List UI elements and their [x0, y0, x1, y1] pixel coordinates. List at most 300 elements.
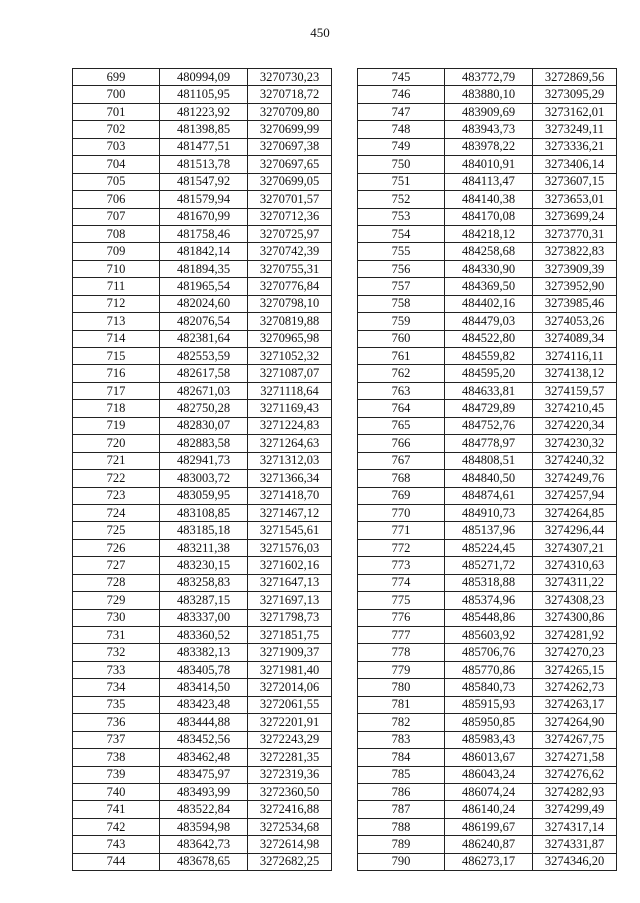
y-coordinate-cell: 3270701,57 — [248, 191, 332, 208]
table-row — [73, 121, 332, 138]
y-coordinate-cell: 3270742,39 — [248, 243, 332, 260]
x-coordinate-cell: 483678,65 — [160, 853, 248, 870]
point-number-cell: 711 — [73, 278, 160, 295]
x-coordinate-cell: 484010,91 — [445, 156, 533, 173]
table-row — [73, 382, 332, 399]
table-row — [73, 644, 332, 661]
x-coordinate-cell: 483230,15 — [160, 557, 248, 574]
y-coordinate-cell: 3274220,34 — [533, 417, 617, 434]
point-number-cell: 756 — [358, 260, 445, 277]
x-coordinate-cell: 484729,89 — [445, 400, 533, 417]
table-row — [358, 103, 617, 120]
point-number-cell: 764 — [358, 400, 445, 417]
point-number-cell: 716 — [73, 365, 160, 382]
x-coordinate-cell: 481477,51 — [160, 138, 248, 155]
table-row — [358, 348, 617, 365]
point-number-cell: 788 — [358, 818, 445, 835]
point-number-cell: 717 — [73, 382, 160, 399]
table-row — [358, 539, 617, 556]
table-row — [73, 592, 332, 609]
x-coordinate-cell: 484479,03 — [445, 313, 533, 330]
point-number-cell: 747 — [358, 103, 445, 120]
y-coordinate-cell: 3271118,64 — [248, 382, 332, 399]
y-coordinate-cell: 3274281,92 — [533, 627, 617, 644]
point-number-cell: 772 — [358, 539, 445, 556]
table-row — [358, 278, 617, 295]
y-coordinate-cell: 3270699,05 — [248, 173, 332, 190]
x-coordinate-cell: 485318,88 — [445, 574, 533, 591]
point-number-cell: 699 — [73, 69, 160, 86]
table-row — [73, 557, 332, 574]
y-coordinate-cell: 3274307,21 — [533, 539, 617, 556]
table-row — [358, 836, 617, 853]
point-number-cell: 704 — [73, 156, 160, 173]
point-number-cell: 720 — [73, 435, 160, 452]
y-coordinate-cell: 3274271,58 — [533, 749, 617, 766]
table-row — [358, 417, 617, 434]
table-row — [358, 592, 617, 609]
table-row — [358, 260, 617, 277]
table-row — [73, 295, 332, 312]
table-row — [358, 452, 617, 469]
table-row — [358, 522, 617, 539]
x-coordinate-cell: 481965,54 — [160, 278, 248, 295]
point-number-cell: 778 — [358, 644, 445, 661]
x-coordinate-cell: 484840,50 — [445, 470, 533, 487]
point-number-cell: 726 — [73, 539, 160, 556]
y-coordinate-cell: 3274116,11 — [533, 348, 617, 365]
table-row — [73, 243, 332, 260]
y-coordinate-cell: 3274300,86 — [533, 609, 617, 626]
table-row — [358, 156, 617, 173]
y-coordinate-cell: 3271909,37 — [248, 644, 332, 661]
y-coordinate-cell: 3274263,17 — [533, 696, 617, 713]
x-coordinate-cell: 485271,72 — [445, 557, 533, 574]
point-number-cell: 742 — [73, 818, 160, 835]
x-coordinate-cell: 481398,85 — [160, 121, 248, 138]
x-coordinate-cell: 483642,73 — [160, 836, 248, 853]
table-row — [73, 69, 332, 86]
x-coordinate-cell: 486199,67 — [445, 818, 533, 835]
y-coordinate-cell: 3274249,76 — [533, 470, 617, 487]
table-row — [358, 400, 617, 417]
point-number-cell: 753 — [358, 208, 445, 225]
x-coordinate-cell: 483423,48 — [160, 696, 248, 713]
page-number: 450 — [310, 25, 330, 40]
table-row — [358, 696, 617, 713]
x-coordinate-cell: 484140,38 — [445, 191, 533, 208]
x-coordinate-cell: 483405,78 — [160, 661, 248, 678]
y-coordinate-cell: 3272416,88 — [248, 801, 332, 818]
table-row — [358, 435, 617, 452]
point-number-cell: 751 — [358, 173, 445, 190]
table-row — [73, 504, 332, 521]
table-row — [73, 173, 332, 190]
x-coordinate-cell: 484874,61 — [445, 487, 533, 504]
x-coordinate-cell: 485950,85 — [445, 714, 533, 731]
table-row — [73, 191, 332, 208]
y-coordinate-cell: 3271697,13 — [248, 592, 332, 609]
table-row — [73, 766, 332, 783]
point-number-cell: 787 — [358, 801, 445, 818]
y-coordinate-cell: 3273909,39 — [533, 260, 617, 277]
table-row — [358, 470, 617, 487]
x-coordinate-cell: 485770,86 — [445, 661, 533, 678]
x-coordinate-cell: 481547,92 — [160, 173, 248, 190]
y-coordinate-cell: 3274311,22 — [533, 574, 617, 591]
y-coordinate-cell: 3274299,49 — [533, 801, 617, 818]
point-number-cell: 777 — [358, 627, 445, 644]
x-coordinate-cell: 485840,73 — [445, 679, 533, 696]
x-coordinate-cell: 483211,38 — [160, 539, 248, 556]
y-coordinate-cell: 3272243,29 — [248, 731, 332, 748]
table-row — [358, 69, 617, 86]
point-number-cell: 789 — [358, 836, 445, 853]
point-number-cell: 713 — [73, 313, 160, 330]
y-coordinate-cell: 3274240,32 — [533, 452, 617, 469]
table-row — [358, 173, 617, 190]
y-coordinate-cell: 3271224,83 — [248, 417, 332, 434]
point-number-cell: 773 — [358, 557, 445, 574]
x-coordinate-cell: 485137,96 — [445, 522, 533, 539]
table-row — [358, 766, 617, 783]
point-number-cell: 748 — [358, 121, 445, 138]
point-number-cell: 750 — [358, 156, 445, 173]
table-row — [358, 644, 617, 661]
y-coordinate-cell: 3271981,40 — [248, 661, 332, 678]
table-row — [73, 714, 332, 731]
point-number-cell: 780 — [358, 679, 445, 696]
table-row — [73, 853, 332, 870]
table-row — [73, 731, 332, 748]
x-coordinate-cell: 484808,51 — [445, 452, 533, 469]
table-row — [73, 400, 332, 417]
x-coordinate-cell: 486273,17 — [445, 853, 533, 870]
x-coordinate-cell: 484778,97 — [445, 435, 533, 452]
x-coordinate-cell: 483108,85 — [160, 504, 248, 521]
x-coordinate-cell: 486043,24 — [445, 766, 533, 783]
y-coordinate-cell: 3272614,98 — [248, 836, 332, 853]
point-number-cell: 770 — [358, 504, 445, 521]
table-row — [73, 417, 332, 434]
point-number-cell: 739 — [73, 766, 160, 783]
point-number-cell: 746 — [358, 86, 445, 103]
y-coordinate-cell: 3274317,14 — [533, 818, 617, 835]
table-row — [73, 574, 332, 591]
x-coordinate-cell: 482381,64 — [160, 330, 248, 347]
point-number-cell: 719 — [73, 417, 160, 434]
x-coordinate-cell: 483382,13 — [160, 644, 248, 661]
y-coordinate-cell: 3272682,25 — [248, 853, 332, 870]
point-number-cell: 779 — [358, 661, 445, 678]
point-number-cell: 745 — [358, 69, 445, 86]
y-coordinate-cell: 3271602,16 — [248, 557, 332, 574]
x-coordinate-cell: 483059,95 — [160, 487, 248, 504]
x-coordinate-cell: 486240,87 — [445, 836, 533, 853]
y-coordinate-cell: 3274053,26 — [533, 313, 617, 330]
x-coordinate-cell: 483287,15 — [160, 592, 248, 609]
x-coordinate-cell: 484330,90 — [445, 260, 533, 277]
y-coordinate-cell: 3274331,87 — [533, 836, 617, 853]
x-coordinate-cell: 482750,28 — [160, 400, 248, 417]
x-coordinate-cell: 481223,92 — [160, 103, 248, 120]
point-number-cell: 782 — [358, 714, 445, 731]
table-row — [73, 679, 332, 696]
y-coordinate-cell: 3270725,97 — [248, 225, 332, 242]
y-coordinate-cell: 3272869,56 — [533, 69, 617, 86]
y-coordinate-cell: 3274282,93 — [533, 783, 617, 800]
y-coordinate-cell: 3273822,83 — [533, 243, 617, 260]
table-row — [73, 696, 332, 713]
x-coordinate-cell: 485706,76 — [445, 644, 533, 661]
x-coordinate-cell: 485915,93 — [445, 696, 533, 713]
table-row — [358, 818, 617, 835]
x-coordinate-cell: 484522,80 — [445, 330, 533, 347]
point-number-cell: 735 — [73, 696, 160, 713]
table-row — [73, 452, 332, 469]
point-number-cell: 725 — [73, 522, 160, 539]
table-row — [358, 365, 617, 382]
x-coordinate-cell: 484258,68 — [445, 243, 533, 260]
x-coordinate-cell: 486013,67 — [445, 749, 533, 766]
y-coordinate-cell: 3273095,29 — [533, 86, 617, 103]
y-coordinate-cell: 3274159,57 — [533, 382, 617, 399]
x-coordinate-cell: 481670,99 — [160, 208, 248, 225]
y-coordinate-cell: 3273770,31 — [533, 225, 617, 242]
table-row — [358, 487, 617, 504]
table-row — [358, 330, 617, 347]
x-coordinate-cell: 483772,79 — [445, 69, 533, 86]
y-coordinate-cell: 3270965,98 — [248, 330, 332, 347]
y-coordinate-cell: 3273985,46 — [533, 295, 617, 312]
table-row — [358, 243, 617, 260]
x-coordinate-cell: 481579,94 — [160, 191, 248, 208]
x-coordinate-cell: 483475,97 — [160, 766, 248, 783]
x-coordinate-cell: 481105,95 — [160, 86, 248, 103]
point-number-cell: 721 — [73, 452, 160, 469]
y-coordinate-cell: 3270755,31 — [248, 260, 332, 277]
point-number-cell: 703 — [73, 138, 160, 155]
y-coordinate-cell: 3271467,12 — [248, 504, 332, 521]
table-row — [73, 225, 332, 242]
table-row — [358, 853, 617, 870]
y-coordinate-cell: 3273336,21 — [533, 138, 617, 155]
y-coordinate-cell: 3272061,55 — [248, 696, 332, 713]
y-coordinate-cell: 3271366,34 — [248, 470, 332, 487]
x-coordinate-cell: 484559,82 — [445, 348, 533, 365]
y-coordinate-cell: 3272014,06 — [248, 679, 332, 696]
x-coordinate-cell: 484910,73 — [445, 504, 533, 521]
point-number-cell: 759 — [358, 313, 445, 330]
table-row — [358, 801, 617, 818]
point-number-cell: 741 — [73, 801, 160, 818]
y-coordinate-cell: 3272360,50 — [248, 783, 332, 800]
table-row — [73, 365, 332, 382]
point-number-cell: 724 — [73, 504, 160, 521]
table-row — [73, 330, 332, 347]
x-coordinate-cell: 481894,35 — [160, 260, 248, 277]
table-row — [73, 313, 332, 330]
y-coordinate-cell: 3274310,63 — [533, 557, 617, 574]
point-number-cell: 783 — [358, 731, 445, 748]
table-row — [73, 470, 332, 487]
point-number-cell: 743 — [73, 836, 160, 853]
y-coordinate-cell: 3274346,20 — [533, 853, 617, 870]
table-row — [358, 574, 617, 591]
table-row — [358, 138, 617, 155]
y-coordinate-cell: 3274265,15 — [533, 661, 617, 678]
table-row — [358, 208, 617, 225]
y-coordinate-cell: 3272534,68 — [248, 818, 332, 835]
point-number-cell: 785 — [358, 766, 445, 783]
y-coordinate-cell: 3271052,32 — [248, 348, 332, 365]
x-coordinate-cell: 483594,98 — [160, 818, 248, 835]
table-row — [73, 278, 332, 295]
y-coordinate-cell: 3274264,85 — [533, 504, 617, 521]
table-row — [73, 138, 332, 155]
point-number-cell: 754 — [358, 225, 445, 242]
x-coordinate-cell: 486140,24 — [445, 801, 533, 818]
x-coordinate-cell: 484595,20 — [445, 365, 533, 382]
point-number-cell: 752 — [358, 191, 445, 208]
x-coordinate-cell: 483003,72 — [160, 470, 248, 487]
point-number-cell: 729 — [73, 592, 160, 609]
y-coordinate-cell: 3270776,84 — [248, 278, 332, 295]
y-coordinate-cell: 3274257,94 — [533, 487, 617, 504]
x-coordinate-cell: 483452,56 — [160, 731, 248, 748]
y-coordinate-cell: 3270712,36 — [248, 208, 332, 225]
point-number-cell: 734 — [73, 679, 160, 696]
point-number-cell: 707 — [73, 208, 160, 225]
point-number-cell: 730 — [73, 609, 160, 626]
table-row — [73, 836, 332, 853]
y-coordinate-cell: 3270709,80 — [248, 103, 332, 120]
y-coordinate-cell: 3272319,36 — [248, 766, 332, 783]
table-row — [73, 435, 332, 452]
x-coordinate-cell: 484633,81 — [445, 382, 533, 399]
x-coordinate-cell: 484402,16 — [445, 295, 533, 312]
x-coordinate-cell: 482883,58 — [160, 435, 248, 452]
x-coordinate-cell: 483522,84 — [160, 801, 248, 818]
y-coordinate-cell: 3270697,38 — [248, 138, 332, 155]
point-number-cell: 765 — [358, 417, 445, 434]
x-coordinate-cell: 481513,78 — [160, 156, 248, 173]
table-row — [358, 191, 617, 208]
y-coordinate-cell: 3274264,90 — [533, 714, 617, 731]
point-number-cell: 761 — [358, 348, 445, 365]
table-row — [73, 208, 332, 225]
point-number-cell: 775 — [358, 592, 445, 609]
point-number-cell: 790 — [358, 853, 445, 870]
y-coordinate-cell: 3270699,99 — [248, 121, 332, 138]
table-row — [73, 348, 332, 365]
point-number-cell: 755 — [358, 243, 445, 260]
x-coordinate-cell: 483978,22 — [445, 138, 533, 155]
point-number-cell: 718 — [73, 400, 160, 417]
point-number-cell: 786 — [358, 783, 445, 800]
point-number-cell: 781 — [358, 696, 445, 713]
y-coordinate-cell: 3272201,91 — [248, 714, 332, 731]
y-coordinate-cell: 3270730,23 — [248, 69, 332, 86]
table-row — [73, 801, 332, 818]
point-number-cell: 714 — [73, 330, 160, 347]
y-coordinate-cell: 3274089,34 — [533, 330, 617, 347]
point-number-cell: 736 — [73, 714, 160, 731]
coordinates-table-left — [72, 68, 332, 871]
table-row — [358, 783, 617, 800]
table-row — [73, 661, 332, 678]
y-coordinate-cell: 3274270,23 — [533, 644, 617, 661]
x-coordinate-cell: 485983,43 — [445, 731, 533, 748]
x-coordinate-cell: 484170,08 — [445, 208, 533, 225]
point-number-cell: 710 — [73, 260, 160, 277]
x-coordinate-cell: 485448,86 — [445, 609, 533, 626]
x-coordinate-cell: 482024,60 — [160, 295, 248, 312]
point-number-cell: 769 — [358, 487, 445, 504]
x-coordinate-cell: 483909,69 — [445, 103, 533, 120]
y-coordinate-cell: 3274138,12 — [533, 365, 617, 382]
point-number-cell: 784 — [358, 749, 445, 766]
x-coordinate-cell: 483185,18 — [160, 522, 248, 539]
point-number-cell: 715 — [73, 348, 160, 365]
table-row — [358, 313, 617, 330]
y-coordinate-cell: 3273162,01 — [533, 103, 617, 120]
y-coordinate-cell: 3270819,88 — [248, 313, 332, 330]
point-number-cell: 737 — [73, 731, 160, 748]
table-row — [358, 382, 617, 399]
y-coordinate-cell: 3270697,65 — [248, 156, 332, 173]
y-coordinate-cell: 3271576,03 — [248, 539, 332, 556]
y-coordinate-cell: 3273699,24 — [533, 208, 617, 225]
point-number-cell: 706 — [73, 191, 160, 208]
x-coordinate-cell: 483414,50 — [160, 679, 248, 696]
y-coordinate-cell: 3274210,45 — [533, 400, 617, 417]
x-coordinate-cell: 482671,03 — [160, 382, 248, 399]
x-coordinate-cell: 484369,50 — [445, 278, 533, 295]
point-number-cell: 767 — [358, 452, 445, 469]
y-coordinate-cell: 3271851,75 — [248, 627, 332, 644]
y-coordinate-cell: 3271418,70 — [248, 487, 332, 504]
y-coordinate-cell: 3273653,01 — [533, 191, 617, 208]
x-coordinate-cell: 484113,47 — [445, 173, 533, 190]
table-row — [358, 679, 617, 696]
x-coordinate-cell: 482941,73 — [160, 452, 248, 469]
y-coordinate-cell: 3274262,73 — [533, 679, 617, 696]
table-row — [73, 539, 332, 556]
point-number-cell: 762 — [358, 365, 445, 382]
table-row — [358, 661, 617, 678]
table-row — [358, 627, 617, 644]
point-number-cell: 740 — [73, 783, 160, 800]
table-row — [73, 103, 332, 120]
x-coordinate-cell: 483337,00 — [160, 609, 248, 626]
point-number-cell: 744 — [73, 853, 160, 870]
table-row — [358, 731, 617, 748]
point-number-cell: 760 — [358, 330, 445, 347]
point-number-cell: 749 — [358, 138, 445, 155]
y-coordinate-cell: 3273249,11 — [533, 121, 617, 138]
x-coordinate-cell: 483444,88 — [160, 714, 248, 731]
x-coordinate-cell: 482076,54 — [160, 313, 248, 330]
point-number-cell: 758 — [358, 295, 445, 312]
table-row — [358, 557, 617, 574]
point-number-cell: 757 — [358, 278, 445, 295]
y-coordinate-cell: 3274276,62 — [533, 766, 617, 783]
point-number-cell: 763 — [358, 382, 445, 399]
x-coordinate-cell: 483462,48 — [160, 749, 248, 766]
x-coordinate-cell: 485374,96 — [445, 592, 533, 609]
table-row — [358, 504, 617, 521]
